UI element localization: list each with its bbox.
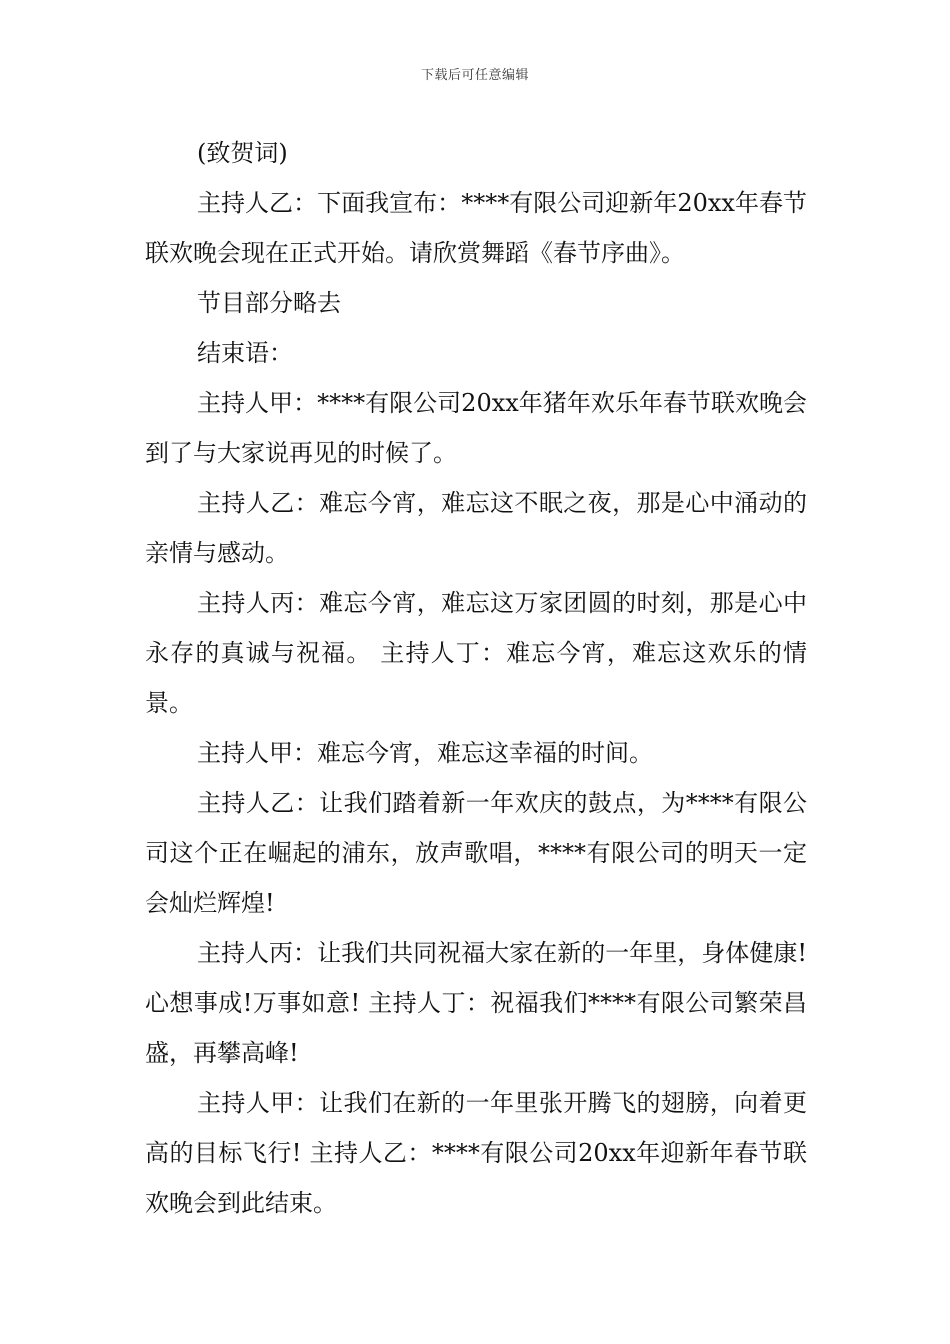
paragraph-closing-heading: 结束语：	[197, 339, 293, 367]
paragraph-host-c-d-blessing: 主持人丙：让我们共同祝福大家在新的一年里，身体健康!心想事成!万事如意! 主持人丁：祝福我们****有限公司繁荣昌盛，再攀高峰!	[145, 939, 807, 1067]
paragraph-host-a-happiness: 主持人甲：难忘今宵，难忘这幸福的时间。	[197, 739, 653, 767]
paragraph-host-b-unforgettable: 主持人乙：难忘今宵，难忘这不眠之夜，那是心中涌动的亲情与感动。	[145, 489, 807, 567]
paragraph-congratulatory-speech: (致贺词)	[197, 139, 288, 167]
paragraph-host-a-farewell: 主持人甲：****有限公司20xx年猪年欢乐年春节联欢晚会到了与大家说再见的时候了。	[145, 389, 807, 467]
document-body	[145, 128, 807, 1228]
paragraph-host-b-opening: 主持人乙：下面我宣布：****有限公司迎新年20xx年春节联欢晚会现在正式开始。请欣赏舞蹈《春节序曲》。	[145, 189, 807, 267]
page-header: 下载后可任意编辑	[420, 68, 529, 83]
paragraph-host-c-d-reunion: 主持人丙：难忘今宵，难忘这万家团圆的时刻，那是心中永存的真诚与祝福。 主持人丁：难忘今宵，难忘这欢乐的情景。	[145, 589, 807, 717]
paragraph-host-a-b-ending: 主持人甲：让我们在新的一年里张开腾飞的翅膀，向着更高的目标飞行! 主持人乙：****有限公司20xx年迎新年春节联欢晚会到此结束。	[145, 1089, 807, 1217]
paragraph-program-omitted: 节目部分略去	[197, 289, 341, 317]
paragraph-host-b-drumbeat: 主持人乙：让我们踏着新一年欢庆的鼓点，为****有限公司这个正在崛起的浦东，放声歌唱，****有限公司的明天一定会灿烂辉煌!	[145, 789, 807, 917]
